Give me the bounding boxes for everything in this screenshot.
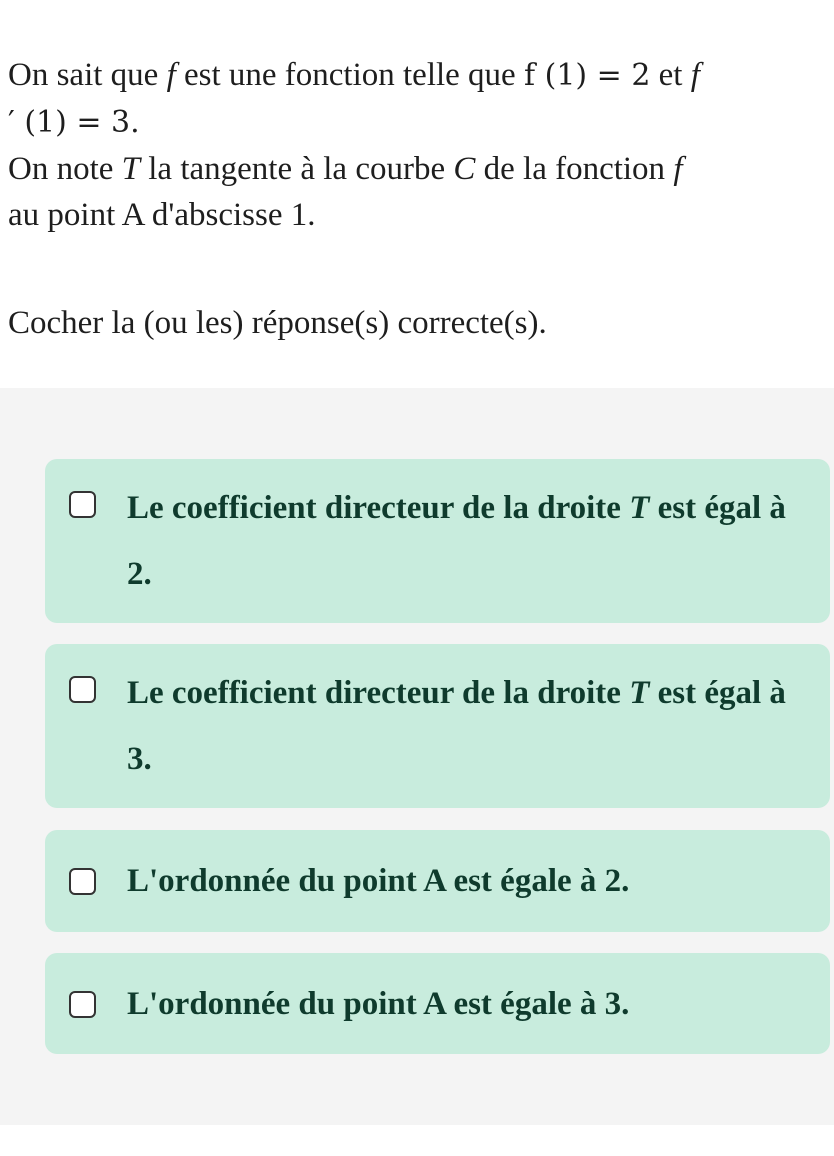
- checkbox[interactable]: [69, 676, 96, 703]
- text-segment: de la fonction: [475, 151, 674, 187]
- statement-line-1: [8, 52, 828, 99]
- curve-name: C: [453, 151, 476, 187]
- text-segment: et: [650, 57, 691, 93]
- text-segment: la tangente à la courbe: [140, 151, 454, 187]
- statement-line-4: au point A d'abscisse 1.: [8, 197, 316, 233]
- checkbox[interactable]: [69, 491, 96, 518]
- text-segment: est une fonction telle que: [175, 57, 524, 93]
- choice-label: Le coefficient directeur de la droite: [127, 675, 630, 711]
- choice-3[interactable]: [45, 830, 830, 932]
- derivative-function-name: f: [690, 57, 700, 93]
- choice-variable: T: [629, 675, 650, 711]
- function-name: f: [673, 151, 683, 187]
- spacer: [8, 238, 828, 300]
- statement-line-3: [8, 146, 828, 192]
- question-statement: [8, 52, 828, 346]
- choice-label-end: est égal à 3.: [127, 675, 786, 777]
- statement-line-2: [8, 99, 828, 146]
- math-f-of-1: f (1) = 2: [523, 58, 651, 93]
- choice-1[interactable]: [45, 459, 830, 623]
- text-segment: On note: [8, 151, 122, 187]
- choices-panel: [0, 388, 834, 1125]
- checkbox[interactable]: [69, 868, 96, 895]
- function-name: f: [166, 57, 176, 93]
- choice-label: L'ordonnée du point A est égale à 2.: [127, 863, 630, 899]
- choice-label-end: est égal à 2.: [127, 490, 786, 592]
- instruction: Cocher la (ou les) réponse(s) correcte(s).: [8, 305, 547, 341]
- choice-4[interactable]: [45, 953, 830, 1054]
- checkbox[interactable]: [69, 991, 96, 1018]
- choice-variable: T: [629, 490, 650, 526]
- text-segment: On sait que: [8, 57, 167, 93]
- choice-label: L'ordonnée du point A est égale à 3.: [127, 986, 630, 1022]
- tangent-name: T: [121, 151, 141, 187]
- choice-label: Le coefficient directeur de la droite: [127, 490, 630, 526]
- choice-2[interactable]: [45, 644, 830, 808]
- math-derivative: ′ (1) = 3.: [8, 105, 140, 140]
